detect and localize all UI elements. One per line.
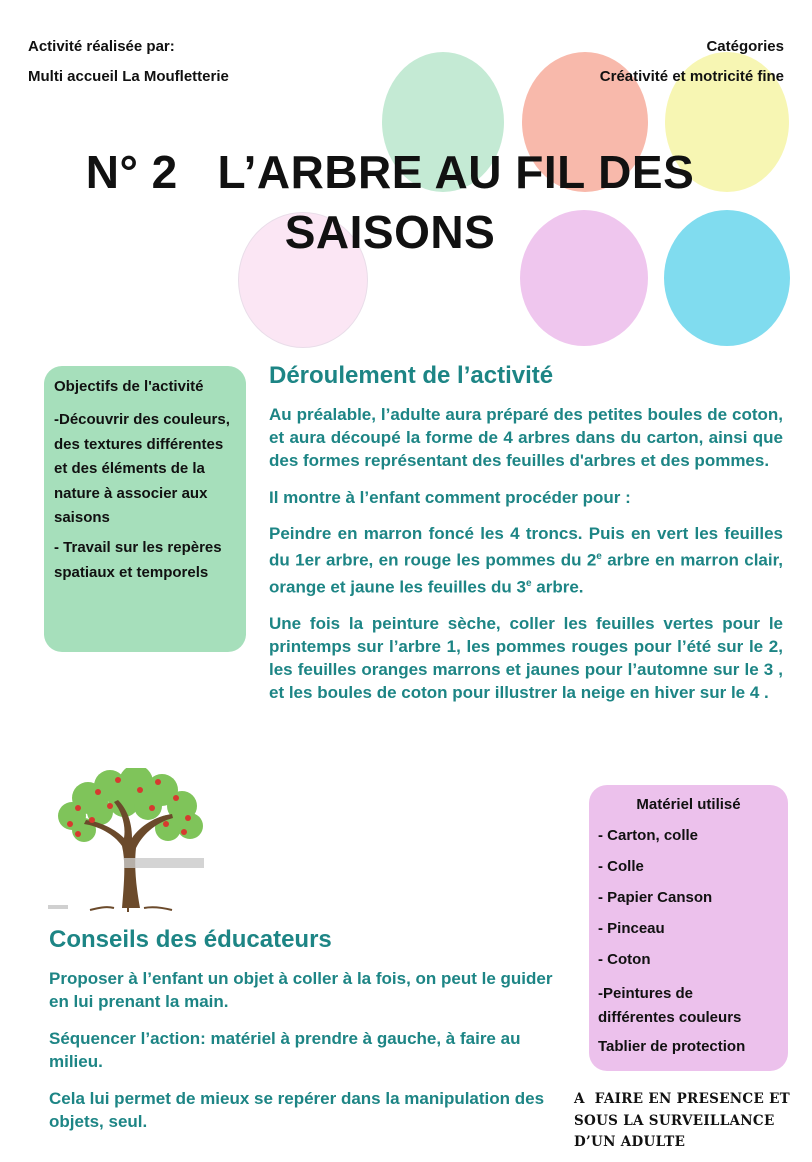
page-title-line1: N° 2 L’ARBRE AU FIL DES [85, 146, 695, 198]
deroulement-paragraph-2: Il montre à l’enfant comment procéder pour : [269, 488, 631, 507]
tree-watermark-bar [124, 858, 204, 868]
safety-warning-line1: A FAIRE EN PRESENCE ET [574, 1091, 791, 1107]
categories-label: Catégories [706, 38, 784, 55]
safety-warning [574, 1089, 790, 1154]
deroulement-paragraph-3 [269, 522, 783, 598]
materiel-heading: Matériel utilisé [636, 796, 741, 813]
deroulement-p3-sup-1: e [596, 551, 602, 562]
safety-warning-line3: D’UN ADULTE [574, 1134, 686, 1150]
conseils-body [49, 967, 571, 1133]
objectives-box [44, 366, 246, 652]
deroulement-p3-sup-2: e [525, 577, 532, 589]
author-name: Multi accueil La Moufletterie [28, 68, 229, 85]
safety-warning-line2: SOUS LA SURVEILLANCE [574, 1112, 775, 1129]
deroulement-paragraph-4: Une fois la peinture sèche, coller les feuilles vertes pour le printemps sur l’arbre 1, les pommes rouges pour l’été sur le 2, les feuilles oranges marrons et jaunes pour l’automne sur le 3 , et les boules de coton pour illustrer la neige en hiver sur le 4 . [269, 614, 783, 703]
materiel-item-6: -Peintures de différentes couleurs [598, 985, 742, 1026]
materiel-item-5: - Coton [598, 951, 651, 968]
objectives-item-2: - Travail sur les repères spatiaux et temporels [54, 539, 222, 581]
deroulement-heading: Déroulement de l’activité [269, 362, 554, 389]
deroulement-p3-part-b: arbre en marron clair, orange et jaune les feuilles du 3 [269, 550, 783, 597]
page-title-line2: SAISONS [284, 206, 496, 258]
materiel-box [589, 785, 788, 1071]
materiel-item-2: - Colle [598, 858, 644, 875]
deroulement-body [269, 403, 783, 704]
deroulement-paragraph-1: Au préalable, l’adulte aura préparé des petites boules de coton, et aura découpé la forme de 4 arbres dans du carton, ainsi que des formes représentant des feuilles d'arbres et des pommes. [269, 405, 783, 470]
tree-bottom-bar [48, 905, 68, 909]
deroulement-p3-part-a: Peindre en marron foncé les 4 troncs. Puis en vert les feuilles du 1er arbre, en rouge les pommes du 2 [269, 524, 783, 570]
materiel-item-7: Tablier de protection [598, 1038, 746, 1055]
categories-value: Créativité et motricité fine [599, 68, 784, 85]
conseils-heading: Conseils des éducateurs [49, 926, 332, 953]
materiel-item-3: - Papier Canson [598, 889, 713, 906]
conseils-paragraph-2: Séquencer l’action: matériel à prendre à gauche, à faire au milieu. [49, 1029, 521, 1071]
objectives-item-1: -Découvrir des couleurs, des textures différentes et des éléments de la nature à associer aux saisons [54, 411, 230, 526]
materiel-item-4: - Pinceau [598, 920, 665, 937]
deroulement-p3-part-c: arbre. [531, 577, 584, 597]
conseils-paragraph-1: Proposer à l’enfant un objet à coller à la fois, on peut le guider en lui prenant la main. [49, 969, 553, 1011]
objectives-heading: Objectifs de l'activité [54, 378, 204, 395]
materiel-item-1: - Carton, colle [598, 827, 699, 844]
conseils-paragraph-3: Cela lui permet de mieux se repérer dans la manipulation des objets, seul. [49, 1089, 545, 1131]
page-title [40, 142, 740, 262]
apple-tree-illustration [48, 768, 208, 913]
author-label: Activité réalisée par: [28, 38, 175, 55]
